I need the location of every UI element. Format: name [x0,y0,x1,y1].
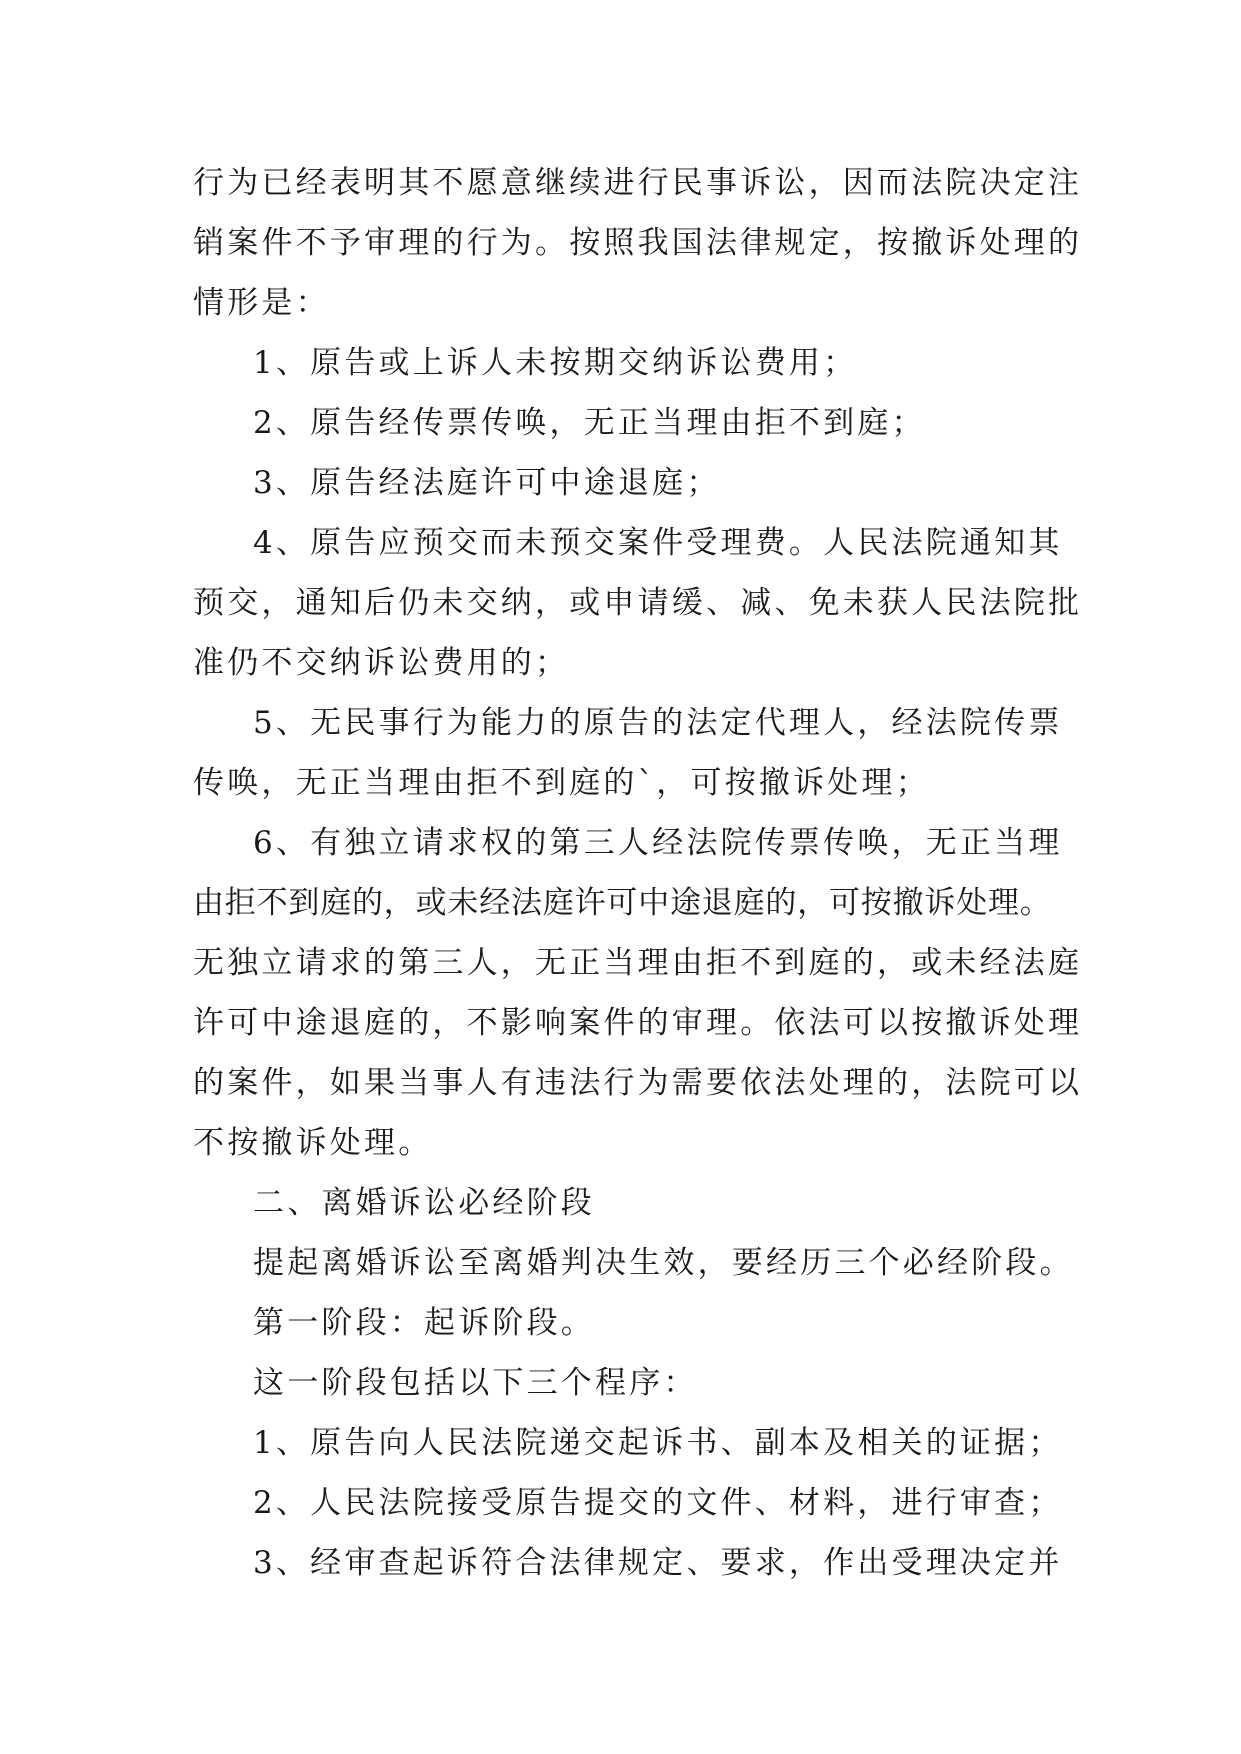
list-item: 6、有独立请求权的第三人经法院传票传唤，无正当理 [253,825,1063,861]
list-item: 5、无民事行为能力的原告的法定代理人，经法院传票 [253,705,1063,741]
body-text-line: 不按撤诉处理。 [193,1125,433,1161]
list-item: 4、原告应预交而未预交案件受理费。人民法院通知其 [253,525,1063,561]
body-text-line: 销案件不予审理的行为。按照我国法律规定，按撤诉处理的 [193,225,1083,261]
body-text-line: 提起离婚诉讼至离婚判决生效，要经历三个必经阶段。 [253,1245,1074,1281]
body-text-line: 许可中途退庭的，不影响案件的审理。依法可以按撤诉处理 [193,1005,1083,1041]
body-text-line: 由拒不到庭的，或未经法庭许可中途退庭的，可按撤诉处理。 [193,885,1052,921]
body-text-line: 的案件，如果当事人有违法行为需要依法处理的，法院可以 [193,1065,1083,1101]
list-item: 3、经审查起诉符合法律规定、要求，作出受理决定并 [253,1545,1063,1581]
list-item: 2、人民法院接受原告提交的文件、材料，进行审查； [253,1485,1063,1521]
body-text-line: 行为已经表明其不愿意继续进行民事诉讼，因而法院决定注 [193,165,1083,201]
body-text-line: 准仍不交纳诉讼费用的； [193,645,570,681]
body-text-line: 情形是： [193,285,330,321]
list-item: 1、原告向人民法院递交起诉书、副本及相关的证据； [253,1425,1063,1461]
body-text-line: 无独立请求的第三人，无正当理由拒不到庭的，或未经法庭 [193,945,1083,981]
subsection-heading: 第一阶段：起诉阶段。 [253,1305,595,1341]
list-item: 2、原告经传票传唤，无正当理由拒不到庭； [253,405,926,441]
body-text-line: 这一阶段包括以下三个程序： [253,1365,698,1401]
list-item: 3、原告经法庭许可中途退庭； [253,465,721,501]
body-text-line: 传唤，无正当理由拒不到庭的`，可按撤诉处理； [193,765,930,801]
section-heading: 二、离婚诉讼必经阶段 [253,1185,595,1221]
body-text-line: 预交，通知后仍未交纳，或申请缓、减、免未获人民法院批 [193,585,1083,621]
list-item: 1、原告或上诉人未按期交纳诉讼费用； [253,345,858,381]
